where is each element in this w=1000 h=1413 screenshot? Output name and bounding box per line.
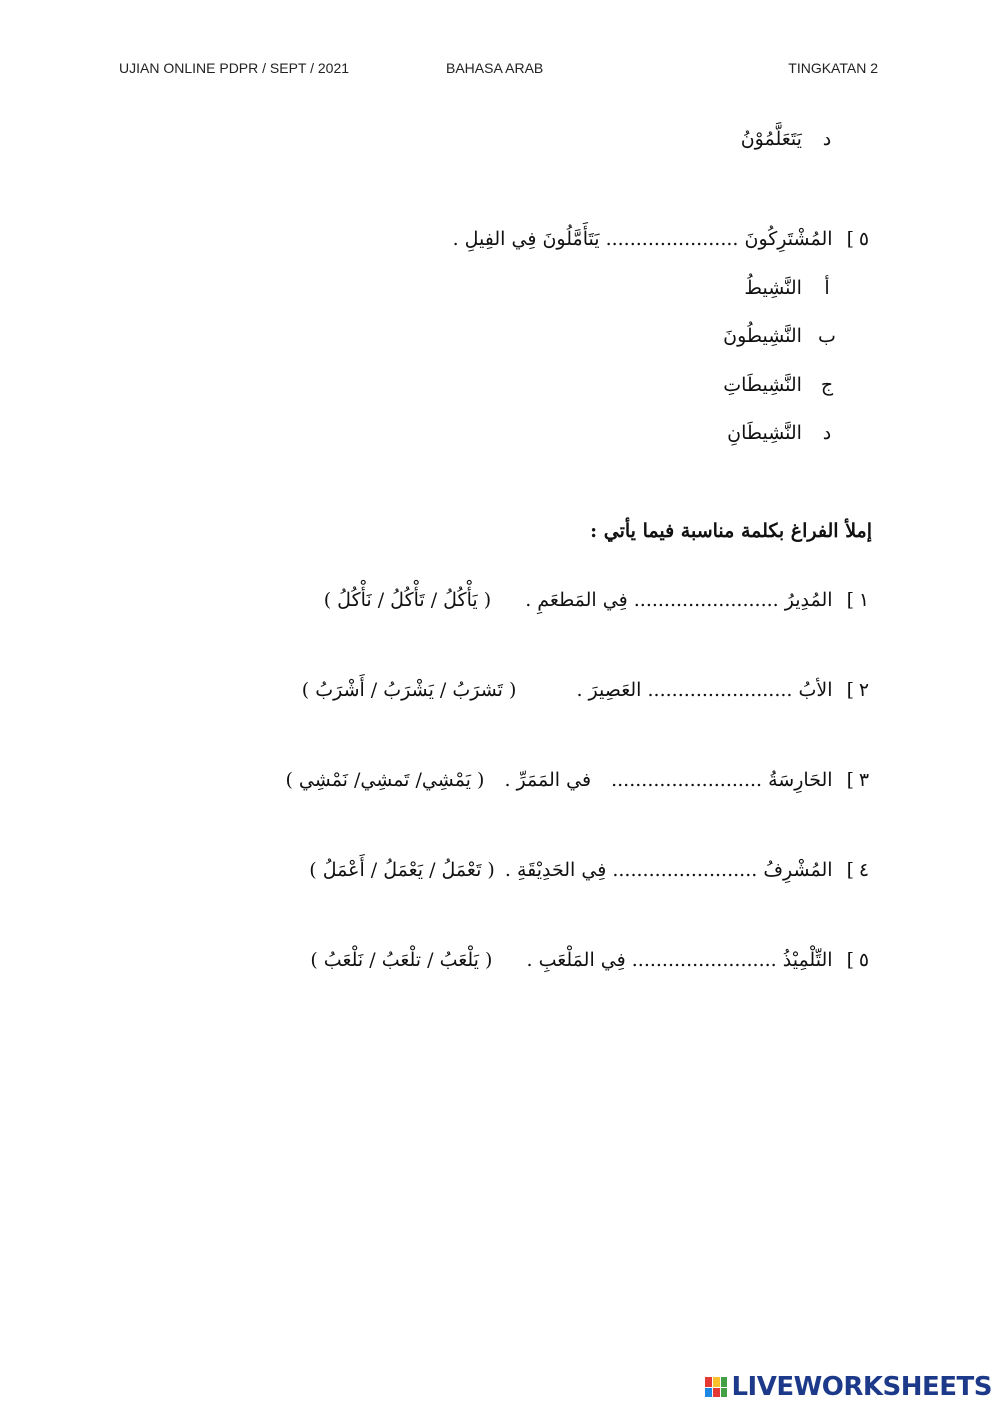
question-number: ١ <box>858 589 870 611</box>
question-rest: فِي المَطعَمِ . <box>525 589 628 611</box>
header-grade: TINGKATAN 2 <box>788 60 878 76</box>
fill-question-2 <box>302 679 872 702</box>
question-5-option-a[interactable] <box>744 277 840 300</box>
answer-blank[interactable]: ........................ <box>631 949 777 971</box>
answer-choices: ( يَلْعَبُ / تلْعَبُ / نَلْعَبُ ) <box>310 949 493 971</box>
question-subject: المُشْتَرِكُونَ <box>744 228 833 250</box>
question-number: ٤ <box>858 859 870 881</box>
fill-question-5 <box>310 949 872 972</box>
answer-blank[interactable]: ........................ <box>612 859 758 881</box>
question-subject: المُدِيرُ <box>784 589 833 611</box>
option-word: النَّشِيطَاتِ <box>723 374 802 396</box>
page-header <box>0 60 1000 82</box>
question-subject: التِّلْمِيْذُ <box>782 949 833 971</box>
question-bracket: ] <box>846 769 854 791</box>
answer-choices: ( تَشرَبُ / يَشْرَبُ / أَشْرَبُ ) <box>301 679 517 701</box>
brand-name: LIVEWORKSHEETS <box>731 1372 992 1402</box>
answer-choices: ( يَمْشِي/ تَمشِي/ نَمْشِي ) <box>285 769 485 791</box>
question-bracket: ] <box>846 228 854 250</box>
fill-question-3 <box>285 769 872 792</box>
answer-blank[interactable]: ......................... <box>611 769 763 791</box>
question-subject: الحَارِسَةُ <box>768 769 833 791</box>
question-number: ٢ <box>858 679 870 701</box>
question-bracket: ] <box>846 679 854 701</box>
question-rest: في المَمَرِّ . <box>504 769 592 791</box>
question-subject: الأبُ <box>798 679 833 701</box>
question-subject: المُشْرِفُ <box>763 859 833 881</box>
question-5-option-d[interactable] <box>727 422 840 445</box>
liveworksheets-logo-icon <box>705 1377 727 1397</box>
question-rest: فِي الحَدِيْقَةِ . <box>504 859 607 881</box>
question-rest: يَتَأَمَّلُونَ فِي الفِيلِ . <box>452 228 600 250</box>
header-subject: BAHASA ARAB <box>446 60 544 76</box>
prev-question-option-d <box>741 128 840 151</box>
section-instruction: إملأ الفراغ بكلمة مناسبة فيما يأتي : <box>590 520 872 542</box>
question-bracket: ] <box>846 589 854 611</box>
header-exam-title: UJIAN ONLINE PDPR / SEPT / 2021 <box>119 60 350 76</box>
option-letter: د <box>822 128 832 150</box>
option-letter: ب <box>818 325 836 347</box>
question-5-option-b[interactable] <box>723 325 840 348</box>
option-word: النَّشِيطُ <box>744 277 802 299</box>
option-word: النَّشِيطُونَ <box>723 325 802 347</box>
question-bracket: ] <box>846 859 854 881</box>
answer-blank[interactable]: ........................ <box>647 679 793 701</box>
question-rest: العَصِيرَ . <box>576 679 642 701</box>
fill-question-1 <box>324 589 872 612</box>
question-number: ٥ <box>858 949 870 971</box>
option-letter: د <box>822 422 832 444</box>
option-letter: ج <box>820 374 834 396</box>
answer-choices: ( تَعْمَلُ / يَعْمَلُ / أَعْمَلُ ) <box>309 859 495 881</box>
answer-blank[interactable]: ........................ <box>633 589 779 611</box>
question-5 <box>453 228 872 251</box>
option-word: النَّشِيطَانِ <box>727 422 802 444</box>
fill-question-4 <box>309 859 872 882</box>
question-5-option-c[interactable] <box>723 374 840 397</box>
liveworksheets-logo <box>705 1373 992 1401</box>
question-bracket: ] <box>846 949 854 971</box>
question-number: ٣ <box>858 769 870 791</box>
answer-blank[interactable]: ...................... <box>605 228 739 250</box>
question-number: ٥ <box>858 228 870 250</box>
answer-choices: ( يَأْكُلُ / تَأْكُلُ / نَأْكُلُ ) <box>323 589 492 611</box>
question-rest: فِي المَلْعَبِ . <box>526 949 626 971</box>
option-word: يَتَعَلَّمُوْنُ <box>740 128 802 150</box>
option-letter: أ <box>824 277 830 299</box>
